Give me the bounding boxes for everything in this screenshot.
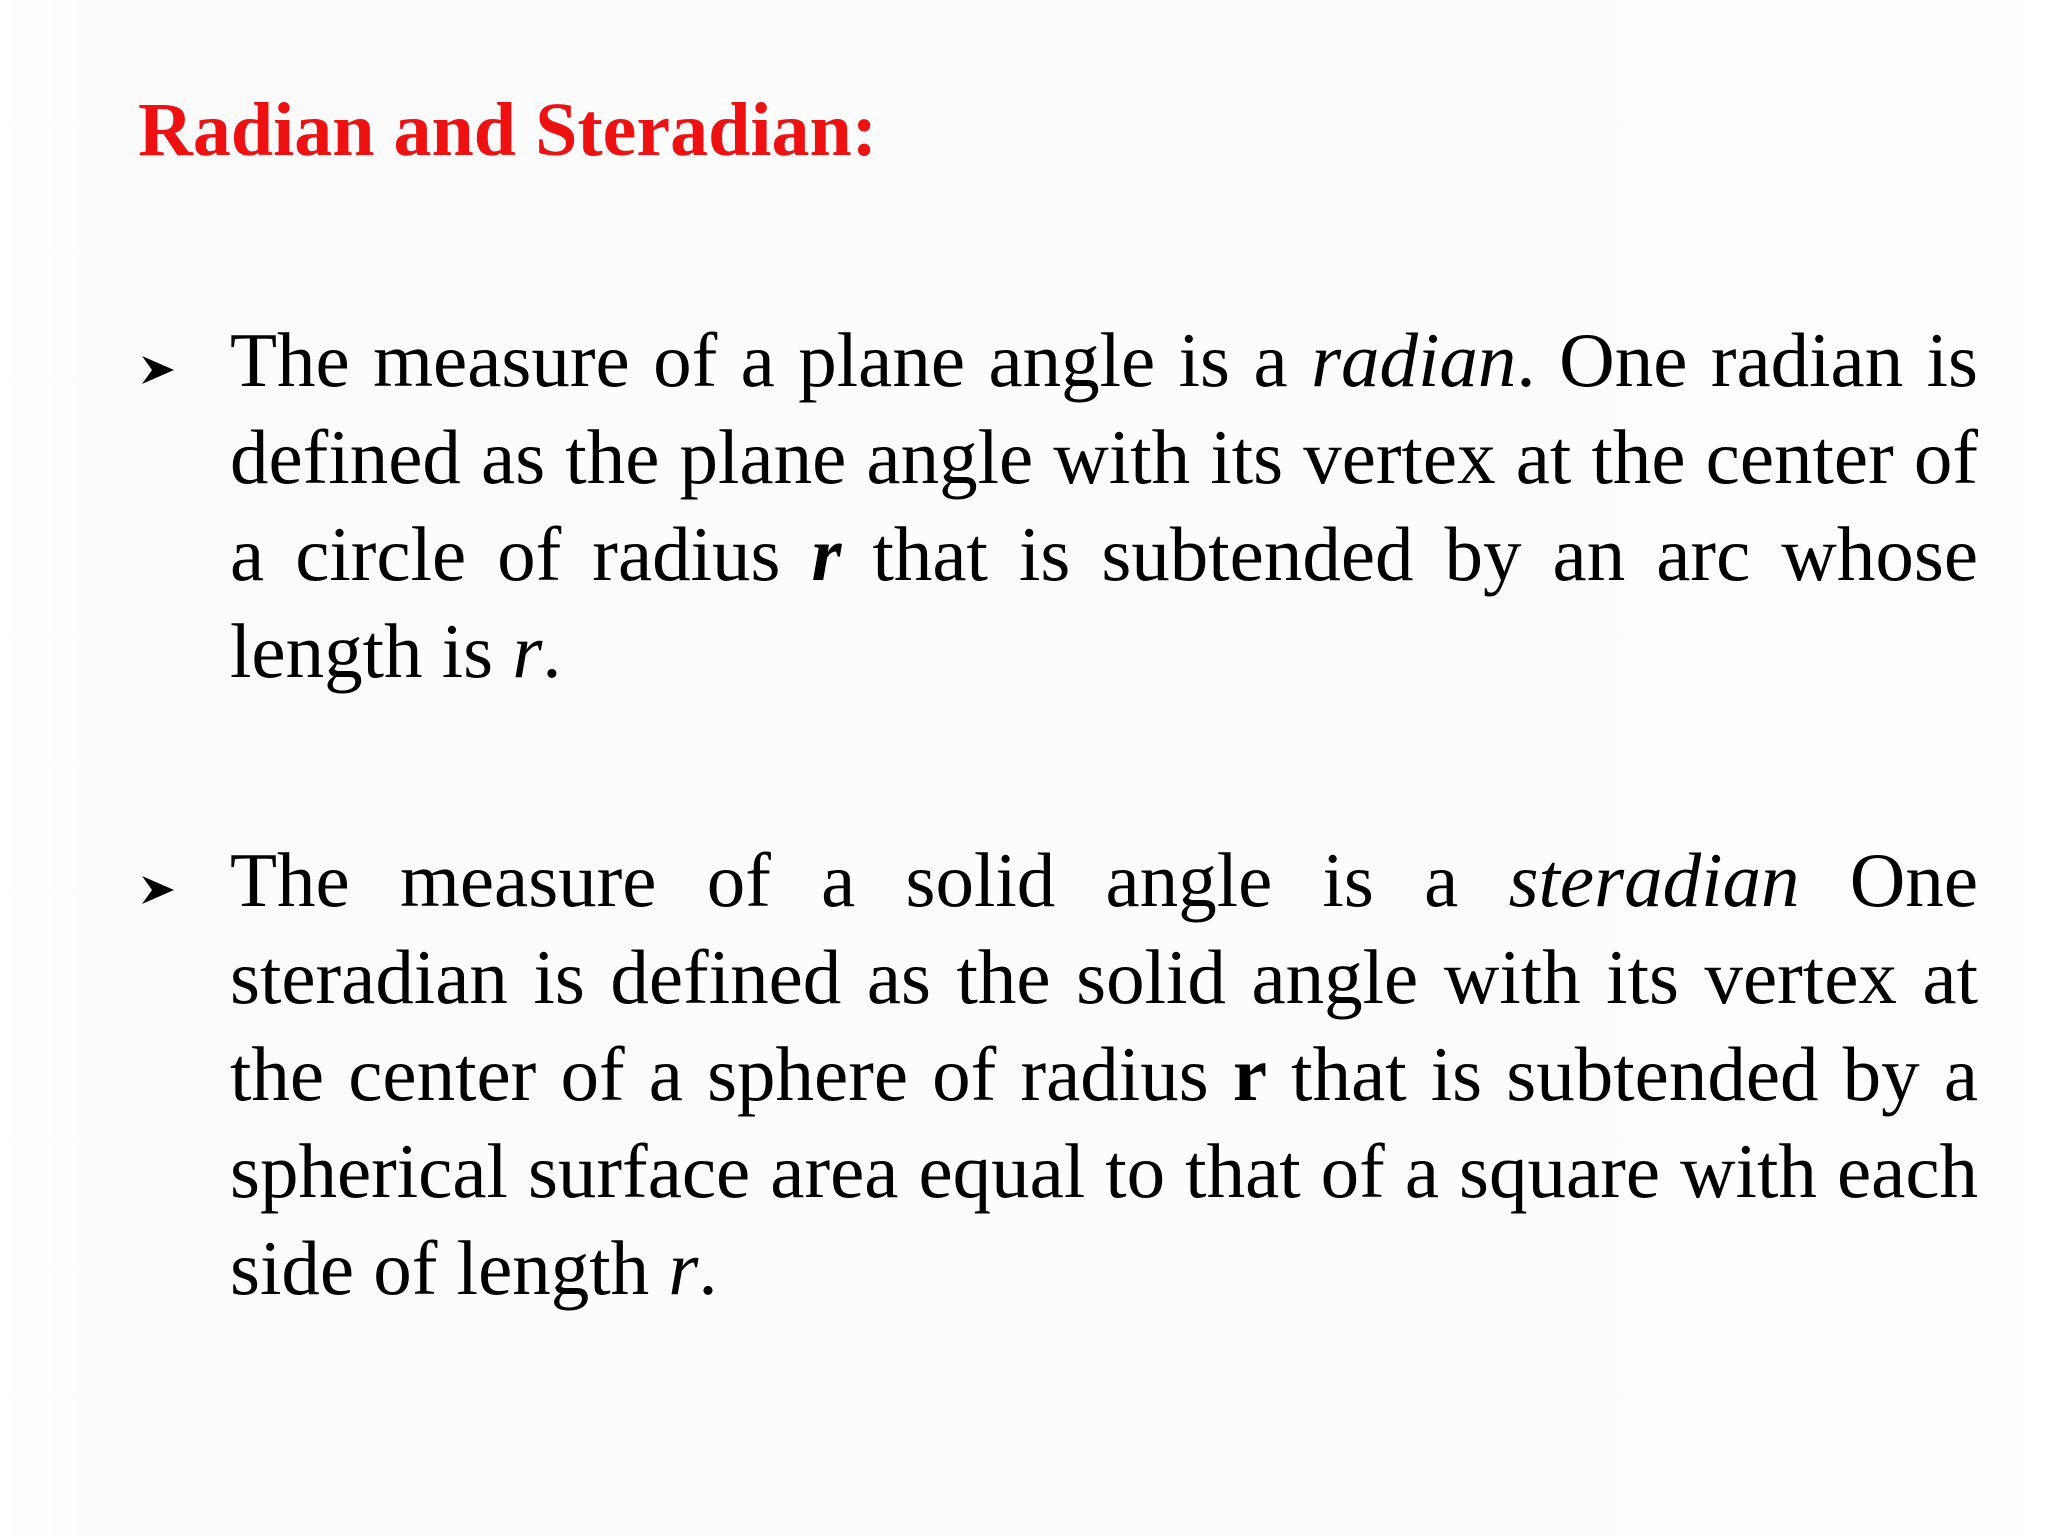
bullet-text-segment: that is subtended by an arc whose length is <box>230 511 1978 694</box>
term-radian: radian <box>1311 317 1517 403</box>
bullet-text-segment: The measure of a plane angle is a <box>230 317 1312 403</box>
term-steradian: steradian <box>1508 837 1800 923</box>
arrowhead-bullet-icon <box>138 870 178 910</box>
arrowhead-bullet-icon <box>138 350 178 390</box>
slide-title: Radian and Steradian: <box>138 88 878 172</box>
bullet-text-segment: that is subtended by a spherical surface area equal to that of a square with each side of length <box>230 1031 1978 1311</box>
bullet-text-segment: The measure of a solid angle is a <box>230 837 1509 923</box>
variable-r: r <box>668 1225 699 1311</box>
bullet-text-segment: . <box>698 1225 718 1311</box>
bullet-text-steradian <box>230 832 1978 1317</box>
bullet-text-segment: One steradian is defined as the solid angle with its vertex at the center of a sphere of radius <box>230 837 1978 1117</box>
variable-r: r <box>512 608 543 694</box>
bullet-text-segment: . One radian is defined as the plane angle with its vertex at the center of a circle of radius <box>230 317 1979 597</box>
variable-r: r <box>811 511 842 597</box>
bullet-text-radian <box>230 312 1978 700</box>
bullet-text-segment: . <box>542 608 562 694</box>
variable-r: r <box>1232 1031 1268 1117</box>
